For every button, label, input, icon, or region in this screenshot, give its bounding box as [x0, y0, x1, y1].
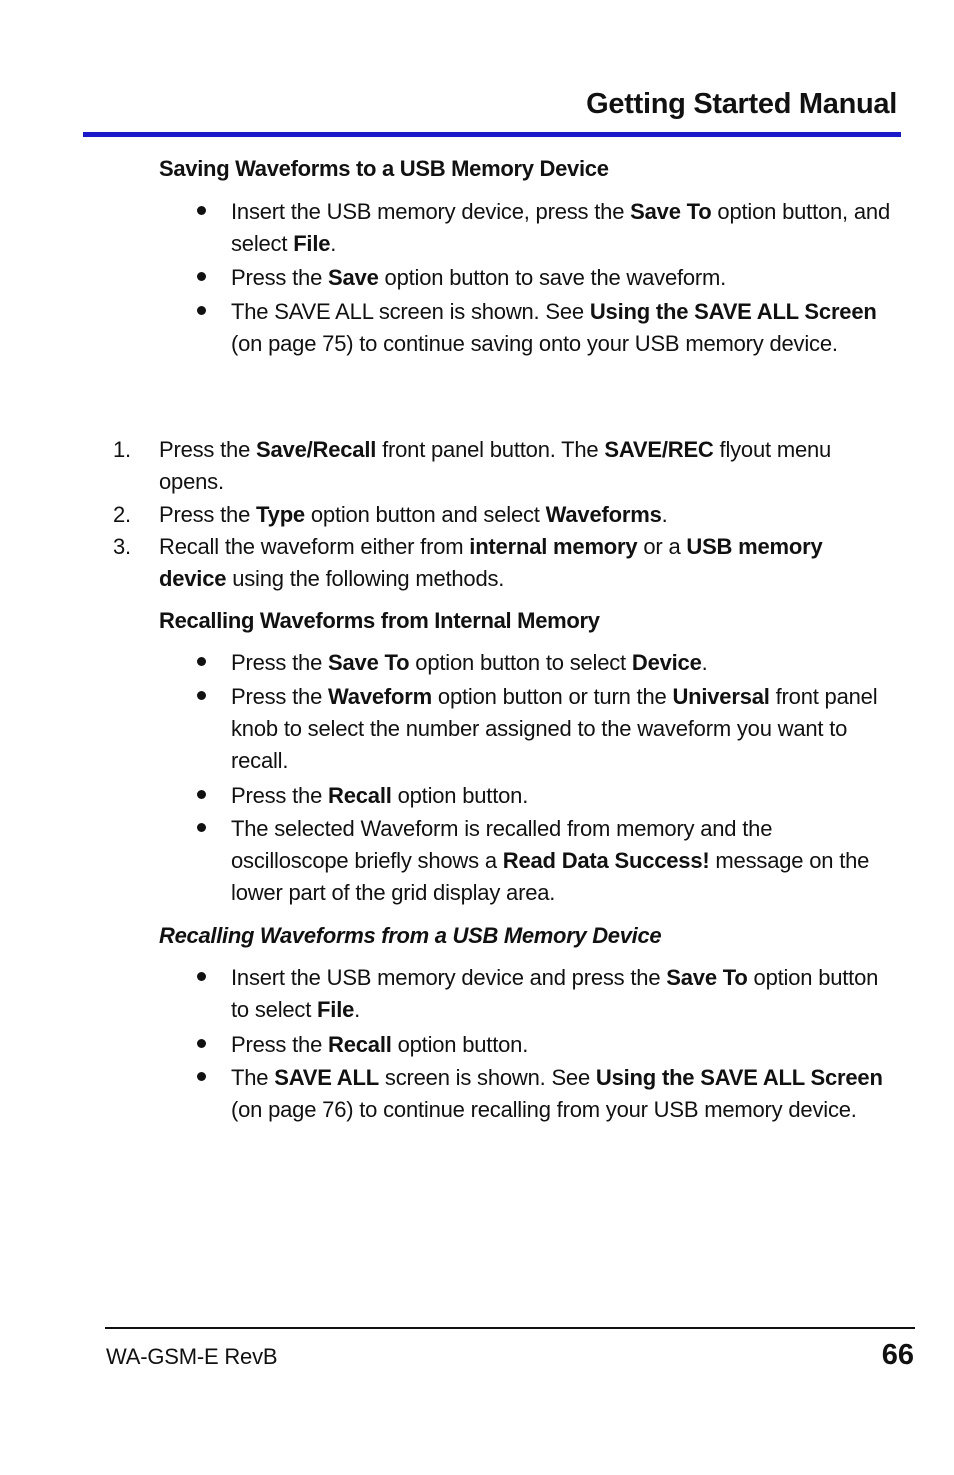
text-run: or a: [637, 534, 687, 559]
section-heading-saving-usb: Saving Waveforms to a USB Memory Device: [159, 156, 609, 181]
list-item-text: [231, 199, 890, 256]
list-item-text: [231, 684, 877, 773]
list-item: [231, 962, 891, 1026]
bold-text: Save To: [630, 199, 712, 224]
list-item: [231, 296, 891, 360]
bullet-icon: [197, 272, 206, 281]
text-run: Insert the USB memory device, press the: [231, 199, 631, 224]
text-run: option button to save the waveform.: [378, 265, 727, 290]
bold-text: USB memory device: [159, 534, 823, 591]
bold-text: File: [317, 997, 355, 1022]
bold-text: Read Data Success!: [502, 848, 710, 873]
page-title: Getting Started Manual: [586, 88, 897, 120]
text-run: Recall the waveform either from: [159, 534, 470, 559]
bullet-icon: [197, 1039, 206, 1048]
bullet-icon: [197, 972, 206, 981]
text-run: The: [231, 1065, 275, 1090]
text-run: .: [330, 231, 337, 256]
list-item: [231, 681, 891, 777]
footer-rule: [105, 1327, 915, 1329]
step-text: [159, 502, 668, 527]
text-run: (on page 76) to continue recalling from your USB memory device.: [231, 1097, 857, 1122]
text-run: .: [354, 997, 361, 1022]
text-run: Press the: [231, 265, 329, 290]
bold-text: File: [293, 231, 331, 256]
step-item: [113, 531, 879, 595]
step-number: 3.: [113, 534, 131, 559]
step-item: [113, 434, 879, 498]
text-run: Press the: [231, 684, 329, 709]
text-run: option button and select: [304, 502, 546, 527]
text-run: using the following methods.: [226, 566, 505, 591]
step-number: 1.: [113, 437, 131, 462]
text-run: screen is shown. See: [378, 1065, 596, 1090]
bold-text: Device: [631, 650, 702, 675]
list-item: [231, 1029, 891, 1061]
bold-text: Recall: [328, 1032, 392, 1057]
bold-text: Using the SAVE ALL Screen: [595, 1065, 883, 1090]
bold-text: Save To: [328, 650, 410, 675]
text-run: option button to select: [231, 965, 879, 1022]
bullet-icon: [197, 206, 206, 215]
bullet-icon: [197, 691, 206, 700]
text-run: Press the: [159, 502, 257, 527]
list-item: [231, 813, 891, 909]
text-run: option button.: [391, 783, 529, 808]
list-item-text: [231, 816, 869, 905]
section-heading-usb-recall: Recalling Waveforms from a USB Memory Device: [159, 923, 662, 948]
bullet-icon: [197, 823, 206, 832]
bold-text: internal memory: [469, 534, 638, 559]
text-run: Press the: [231, 650, 329, 675]
text-run: message on the lower part of the grid display area.: [231, 848, 870, 905]
bold-text: Waveform: [328, 684, 432, 709]
list-item-text: [231, 783, 528, 808]
list-item: [231, 196, 891, 260]
page-number: 66: [881, 1339, 914, 1371]
text-run: The SAVE ALL screen is shown. See: [231, 299, 590, 324]
bold-text: Recall: [328, 783, 392, 808]
text-run: The selected Waveform is recalled from memory and the oscilloscope briefly shows a: [231, 816, 773, 873]
step-item: [113, 499, 879, 531]
bullet-icon: [197, 657, 206, 666]
list-item: [231, 262, 891, 294]
step-text: [159, 534, 823, 591]
bullet-icon: [197, 1072, 206, 1081]
list-item-text: [231, 1065, 883, 1122]
list-item-text: [231, 965, 878, 1022]
text-run: option button.: [391, 1032, 529, 1057]
list-item-text: [231, 650, 708, 675]
bold-text: Universal: [672, 684, 770, 709]
text-run: .: [661, 502, 668, 527]
text-run: (on page 75) to continue saving onto your USB memory device.: [231, 331, 838, 356]
text-run: front panel button. The: [376, 437, 605, 462]
text-run: option button or turn the: [432, 684, 673, 709]
text-run: option button, and select: [231, 199, 890, 256]
bold-text: SAVE ALL: [274, 1065, 379, 1090]
bold-text: Type: [256, 502, 305, 527]
list-item: [231, 1062, 891, 1126]
bold-text: Save/Recall: [256, 437, 377, 462]
text-run: .: [701, 650, 708, 675]
bold-text: Using the SAVE ALL Screen: [589, 299, 877, 324]
text-run: flyout menu opens.: [159, 437, 832, 494]
bold-text: Waveforms: [545, 502, 662, 527]
text-run: Press the: [159, 437, 257, 462]
bold-text: Save To: [666, 965, 748, 990]
bullet-icon: [197, 306, 206, 315]
list-item-text: [231, 299, 877, 356]
list-item-text: [231, 1032, 528, 1057]
text-run: Insert the USB memory device and press the: [231, 965, 667, 990]
list-item: [231, 780, 891, 812]
list-item: [231, 647, 891, 679]
bold-text: Save: [328, 265, 379, 290]
text-run: front panel knob to select the number assigned to the waveform you want to recall.: [231, 684, 878, 773]
text-run: option button to select: [409, 650, 632, 675]
bold-text: SAVE/REC: [604, 437, 714, 462]
step-text: [159, 437, 831, 494]
section-heading-internal-memory: Recalling Waveforms from Internal Memory: [159, 608, 600, 633]
step-number: 2.: [113, 502, 131, 527]
bullet-icon: [197, 790, 206, 799]
text-run: Press the: [231, 1032, 329, 1057]
text-run: Press the: [231, 783, 329, 808]
document-id: WA-GSM-E RevB: [106, 1344, 278, 1369]
list-item-text: [231, 265, 726, 290]
header-rule: [83, 132, 901, 137]
